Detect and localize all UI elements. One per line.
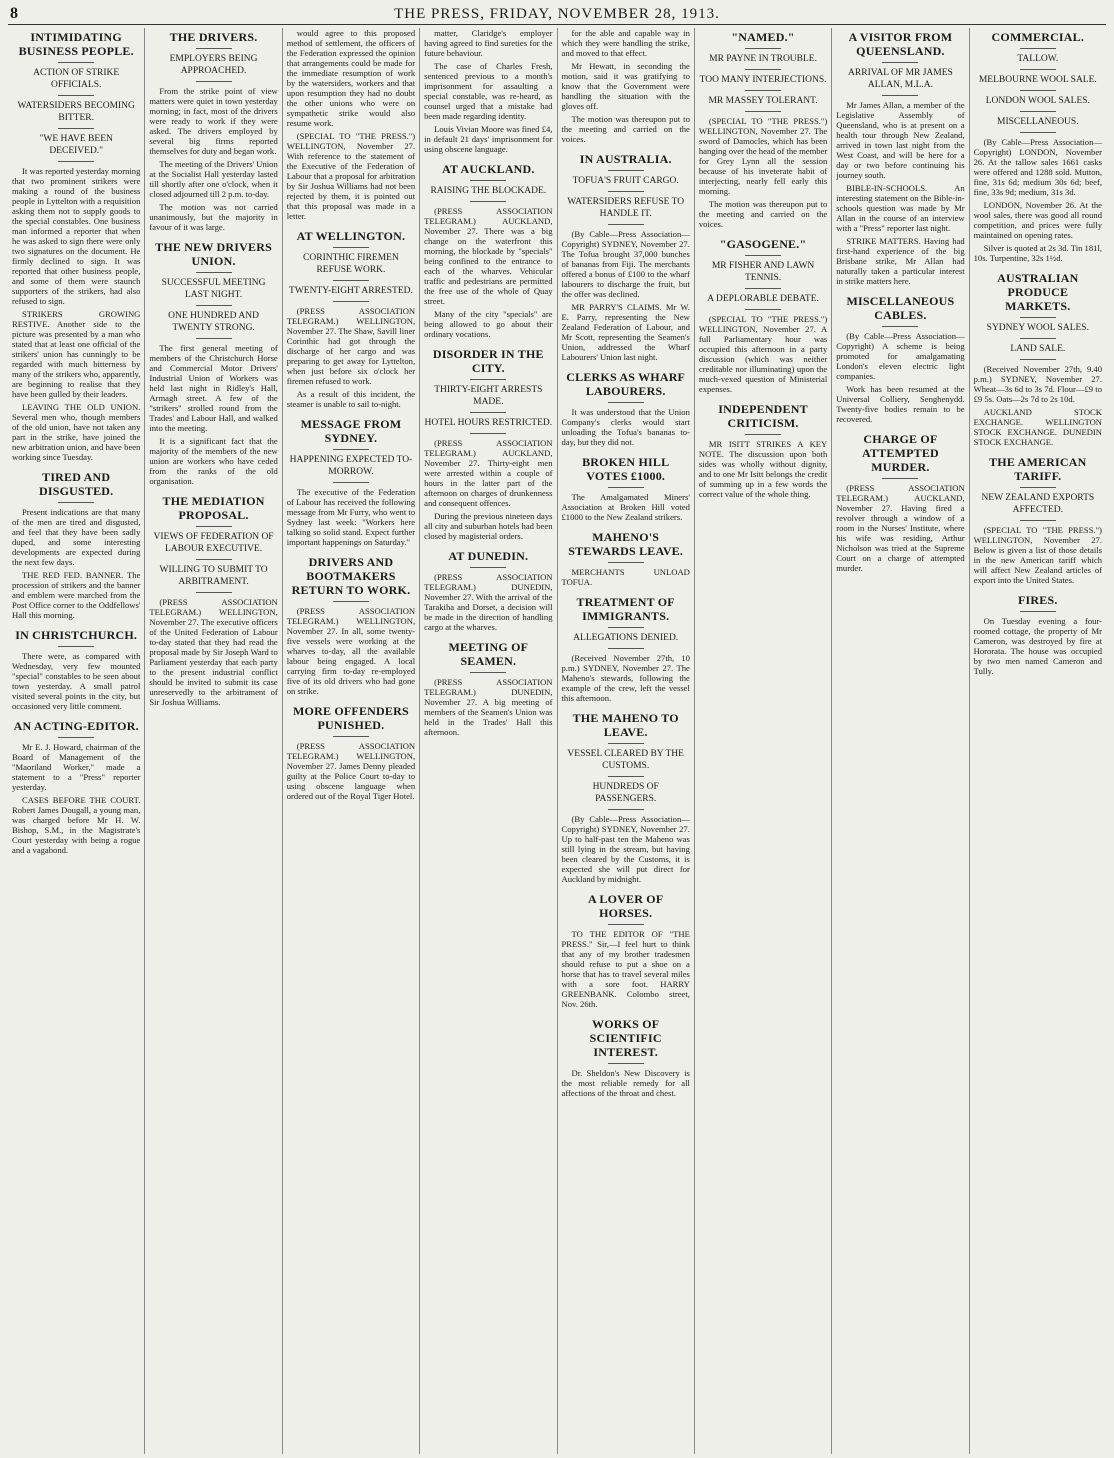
divider-rule	[196, 592, 232, 593]
article-paragraph: (By Cable—Press Association—Copyright) A scheme is being promoted for amalgamating London's eleven electric light companies.	[836, 331, 965, 381]
article-paragraph: The executive of the Federation of Labour has received the following message from Mr Furry, who went to Sydney last week: "Workers here talking so solid stand. Expect further important happenings on Saturday."	[286, 487, 416, 547]
article-subheading: TOO MANY INTERJECTIONS.	[699, 75, 827, 85]
column-2	[145, 28, 282, 1454]
article	[562, 370, 690, 447]
article-paragraph: On Tuesday evening a four-roomed cottage, the property of Mr Cameron, was destroyed by fire at Hororata. The house was occupied by two men named Cameron and Tully.	[973, 616, 1102, 676]
article-subheading: MISCELLANEOUS.	[997, 117, 1079, 127]
article-paragraph: (SPECIAL TO "THE PRESS.") WELLINGTON, November 27. Below is given a list of those details in the new American tariff which will affect New Zealand articles of export into the United States.	[973, 525, 1102, 585]
divider-rule	[58, 161, 94, 162]
article-heading: COMMERCIAL.	[991, 30, 1085, 44]
divider-rule	[1020, 132, 1056, 133]
divider-rule	[58, 646, 94, 647]
divider-rule	[196, 526, 232, 527]
divider-rule	[1020, 520, 1056, 521]
article	[974, 455, 1102, 585]
article-heading: "GASOGENE."	[719, 237, 807, 251]
article-subheading: HOTEL HOURS RESTRICTED.	[424, 418, 553, 428]
divider-rule	[745, 69, 781, 70]
article-paragraph: The motion was thereupon put to the meeting and carried on the voices.	[561, 114, 690, 144]
divider-rule	[333, 601, 369, 602]
article-paragraph: The case of Charles Fresh, sentenced previous to a month's imprisonment for assaulting a special constable, was re-heard, as counsel urged that a mistake had been made regarding identity.	[424, 61, 553, 121]
columns-container	[8, 28, 1106, 1454]
divider-rule	[196, 305, 232, 306]
article-subheading: SYDNEY WOOL SALES.	[986, 323, 1089, 333]
article-paragraph: (PRESS ASSOCIATION TELEGRAM.) WELLINGTON, November 27. The executive officers of the United Federation of Labour to-day stated that they had read the proposal made by Sir Joseph Ward to Parliament yesterday that each party to the present industrial conflict should be invited to submit its case unreservedly to the arbitrament of Sir Joshua Williams.	[149, 597, 278, 707]
divider-rule	[608, 562, 644, 563]
article-heading: THE AMERICAN TARIFF.	[989, 455, 1087, 483]
article-paragraph: LEAVING THE OLD UNION. Several men who, though members of the old union, have not taken any part in the strike, have joined the new arbitration union, and have been working since Tuesday.	[12, 402, 141, 462]
article	[12, 628, 140, 711]
article-heading: AT DUNEDIN.	[448, 549, 529, 563]
article-subheading: TOFUA'S FRUIT CARGO.	[572, 176, 679, 186]
article-heading: AUSTRALIAN PRODUCE MARKETS.	[997, 271, 1079, 313]
article-heading: THE DRIVERS.	[169, 30, 258, 44]
article-paragraph: TO THE EDITOR OF "THE PRESS." Sir,—I feel hurt to think that any of my brother tradesmen should refuse to put a shoe on a horse that has to travel several miles with a sore foot. HARRY GREENBANK. Colombo street, Nov. 26th.	[561, 929, 690, 1009]
article-heading: CLERKS AS WHARF LABOURERS.	[566, 370, 686, 398]
divider-rule	[608, 924, 644, 925]
article-subheading: MR MASSEY TOLERANT.	[708, 96, 818, 106]
divider-rule	[333, 280, 369, 281]
divider-rule	[333, 482, 369, 483]
article-paragraph: It is a significant fact that the majority of the members of the new union are workers who have ceded from the ranks of the old organisation.	[149, 436, 278, 486]
article-subheading: MELBOURNE WOOL SALE.	[978, 75, 1097, 85]
article-paragraph: MERCHANTS UNLOAD TOFUA.	[561, 567, 690, 587]
article	[699, 237, 827, 394]
article-paragraph: Present indications are that many of the men are tired and disgusted, and feel that they have been sadly duped, and some interesting developments are expected during the next few days.	[12, 507, 141, 567]
article-heading: AT AUCKLAND.	[441, 162, 535, 176]
article	[149, 494, 277, 707]
column-6	[695, 28, 832, 1454]
article-paragraph: Dr. Sheldon's New Discovery is the most reliable remedy for all affections of the throat and chest.	[561, 1068, 690, 1098]
article	[424, 347, 552, 541]
article-subheading: TALLOW.	[1017, 54, 1059, 64]
page-number: 8	[10, 5, 19, 22]
divider-rule	[333, 449, 369, 450]
article	[12, 470, 140, 620]
divider-rule	[333, 301, 369, 302]
article-heading: BROKEN HILL VOTES £1000.	[582, 455, 670, 483]
article	[287, 555, 415, 696]
article-subheading: VESSEL CLEARED BY THE CUSTOMS.	[567, 749, 684, 771]
article-heading: THE MEDIATION PROPOSAL.	[162, 494, 265, 522]
article-heading: THE MAHENO TO LEAVE.	[572, 711, 679, 739]
article	[562, 1017, 690, 1098]
divider-rule	[608, 627, 644, 628]
article-paragraph: STRIKE MATTERS. Having had first-hand experience of the big Brisbane strike, Mr Allan had naturally taken a particular interest in strike matters here.	[836, 236, 965, 286]
article	[699, 402, 827, 499]
article	[149, 30, 277, 232]
article-subheading: SUCCESSFUL MEETING LAST NIGHT.	[161, 278, 266, 300]
article-paragraph: AUCKLAND STOCK EXCHANGE. WELLINGTON STOCK EXCHANGE. DUNEDIN STOCK EXCHANGE.	[973, 407, 1102, 447]
article-paragraph: The motion was not carried unanimously, but the majority in favour of it was large.	[149, 202, 278, 232]
divider-rule	[745, 111, 781, 112]
article-paragraph: During the previous nineteen days all city and suburban hotels had been closed by magisterial orders.	[424, 511, 553, 541]
article-paragraph: Louis Vivian Moore was fined £4, in default 21 days' imprisonment for using obscene language.	[424, 124, 553, 154]
divider-rule	[1020, 48, 1056, 49]
article	[562, 152, 690, 362]
article-subheading: WILLING TO SUBMIT TO ARBITRAMENT.	[159, 565, 268, 587]
article	[424, 549, 552, 632]
divider-rule	[608, 743, 644, 744]
column-3	[283, 28, 420, 1454]
divider-rule	[745, 434, 781, 435]
divider-rule	[196, 272, 232, 273]
article-heading: WORKS OF SCIENTIFIC INTEREST.	[589, 1017, 662, 1059]
divider-rule	[196, 559, 232, 560]
divider-rule	[745, 90, 781, 91]
article-paragraph: (Received November 27th, 10 p.m.) SYDNEY, November 27. The Maheno's stewards, following the example of the crew, left the vessel this afternoon.	[561, 653, 690, 703]
article-subheading: LONDON WOOL SALES.	[985, 96, 1090, 106]
divider-rule	[470, 567, 506, 568]
article-heading: IN CHRISTCHURCH.	[15, 628, 138, 642]
divider-rule	[1020, 487, 1056, 488]
article	[287, 229, 415, 409]
article-heading: DISORDER IN THE CITY.	[432, 347, 544, 375]
article	[424, 640, 552, 737]
article-paragraph: Work has been resumed at the Universal Colliery, Senghenydd. Twenty-five bodies remain to be recovered.	[836, 384, 965, 424]
article-paragraph: MR PARRY'S CLAIMS. Mr W. E. Parry, representing the New Zealand Federation of Labour, and Mr Scott, representing the Seamen's Union, addressed the Wharf Labourers' Union last night.	[561, 302, 690, 362]
article-subheading: WATERSIDERS REFUSE TO HANDLE IT.	[567, 197, 685, 219]
divider-rule	[745, 48, 781, 49]
divider-rule	[608, 191, 644, 192]
article	[974, 593, 1102, 676]
article-subheading: HUNDREDS OF PASSENGERS.	[592, 782, 659, 804]
article	[836, 294, 964, 424]
divider-rule	[608, 809, 644, 810]
column-4	[420, 28, 557, 1454]
article-paragraph: The first general meeting of members of the Christchurch Horse and Commercial Motor Drivers' Industrial Union of Workers was held last night in Ridley's Hall, Armagh street. A few of the "strikers" strolled round from the Trades' and Labour Hall, and walked into the meeting.	[149, 343, 278, 433]
article-subheading: VIEWS OF FEDERATION OF LABOUR EXECUTIVE.	[153, 532, 274, 554]
divider-rule	[58, 62, 94, 63]
newspaper-date-header: THE PRESS, FRIDAY, NOVEMBER 28, 1913.	[394, 6, 720, 22]
article-subheading: ACTION OF STRIKE OFFICIALS.	[33, 68, 120, 90]
article	[424, 28, 552, 154]
divider-rule	[58, 128, 94, 129]
masthead	[8, 4, 1106, 25]
article-paragraph: THE RED FED. BANNER. The procession of strikers and the banner and emblem were marched from the Post Office corner to the Oddfellows' Hall this morning.	[12, 570, 141, 620]
divider-rule	[608, 224, 644, 225]
article-subheading: RAISING THE BLOCKADE.	[430, 186, 547, 196]
article-paragraph: It was reported yesterday morning that two prominent strikers were making a round of the business people in Lyttelton with a requisition asking them not to supply goods to the special constables. One business man informed a reporter that when he was asked to sign there were only two signatures on the document. He firmly declined to sign. It was reported that other business people, and some of them were staunch supporters of the strikers, had also refused to sign.	[12, 166, 141, 306]
article-paragraph: (PRESS ASSOCIATION TELEGRAM.) AUCKLAND, November 27. Having fired a revolver through a window of a room in the Nurses' Institute, where his wife was residing, Arthur Nicholson was tried at the Supreme Court on a charge of attempted murder.	[836, 483, 965, 573]
article-heading: INTIMIDATING BUSINESS PEOPLE.	[18, 30, 134, 58]
divider-rule	[196, 48, 232, 49]
article-paragraph: The motion was thereupon put to the meeting and carried on the voices.	[698, 199, 828, 229]
article-subheading: MR PAYNE IN TROUBLE.	[709, 54, 817, 64]
article	[562, 711, 690, 884]
article-heading: AN ACTING-EDITOR.	[13, 719, 139, 733]
article-paragraph: As a result of this incident, the steamer is unable to sail to-night.	[286, 389, 416, 409]
article-paragraph: The meeting of the Drivers' Union at the Socialist Hall yesterday lasted till shortly after one o'clock, when it closed adjourned till 2 p.m. to-day.	[149, 159, 278, 199]
article-paragraph: LONDON, November 26. At the wool sales, there was good all round competition, and prices were fully maintained on opening rates.	[973, 200, 1102, 240]
article-heading: MORE OFFENDERS PUNISHED.	[293, 704, 409, 732]
article	[424, 162, 552, 339]
divider-rule	[608, 1063, 644, 1064]
article-heading: A LOVER OF HORSES.	[588, 892, 664, 920]
article-paragraph: matter, Claridge's employer having agreed to find sureties for the future behaviour.	[424, 28, 553, 58]
article-heading: TIRED AND DISGUSTED.	[39, 470, 114, 498]
article-paragraph: (SPECIAL TO "THE PRESS.") WELLINGTON, November 27. A full Parliamentary hour was occupied this afternoon in a party discussion (which was neither creditable nor illuminating) upon the much-vexed question of Ministerial expenses.	[698, 314, 828, 394]
article	[287, 417, 415, 547]
article-paragraph: (By Cable—Press Association—Copyright) SYDNEY, November 27. Up to half-past ten the Maheno was still lying in the stream, but having been cleared by the Customs, it is expected she will put direct for Auckland by midnight.	[561, 814, 690, 884]
article-paragraph: would agree to this proposed method of settlement, the officers of the Federation expressed the opinion that arrangements could be made for the immediate resumption of work by the watersiders, workers and that upon resumption they had no doubt the other unions who were on sympathetic strike would also resume work.	[286, 28, 416, 128]
divider-rule	[882, 478, 918, 479]
article	[562, 530, 690, 587]
article-paragraph: The Amalgamated Miners' Association at Broken Hill voted £1000 to the New Zealand strikers.	[561, 492, 690, 522]
divider-rule	[882, 62, 918, 63]
article	[974, 271, 1102, 447]
column-8	[970, 28, 1106, 1454]
article-paragraph: STRIKERS GROWING RESTIVE. Another side to the picture was presented by a man who stated that at least one official of the strikers' union has cunningly to be regarded with much bitterness by many of the strikers who, apparently, are beginning to realise that they have been gulled by their leaders.	[12, 309, 141, 399]
article-heading: DRIVERS AND BOOTMAKERS RETURN TO WORK.	[291, 555, 411, 597]
article-subheading: HAPPENING EXPECTED TO-MORROW.	[289, 455, 413, 477]
article	[974, 30, 1102, 263]
divider-rule	[745, 309, 781, 310]
divider-rule	[196, 338, 232, 339]
column-7	[832, 28, 969, 1454]
article	[562, 595, 690, 703]
divider-rule	[608, 170, 644, 171]
article	[562, 892, 690, 1009]
divider-rule	[1020, 611, 1056, 612]
divider-rule	[608, 648, 644, 649]
article-paragraph: (SPECIAL TO "THE PRESS.") WELLINGTON, November 27. The sword of Damocles, which has been hanging over the head of the member for Grey Lynn all the session because of his inveterate habit of interjecting, nearly fell early this morning.	[698, 116, 828, 196]
article-paragraph: Mr E. J. Howard, chairman of the Board of Management of the "Maoriland Worker," made a statement to a "Press" reporter yesterday.	[12, 742, 141, 792]
article-subheading: "WE HAVE BEEN DECEIVED."	[39, 134, 113, 156]
article-heading: MAHENO'S STEWARDS LEAVE.	[568, 530, 684, 558]
divider-rule	[608, 776, 644, 777]
article-paragraph: (PRESS ASSOCIATION TELEGRAM.) DUNEDIN, November 27. A big meeting of members of the Seamen's Union was held in the Trades' Hall this afternoon.	[424, 677, 553, 737]
article-subheading: MR FISHER AND LAWN TENNIS.	[711, 261, 815, 283]
article-paragraph: (PRESS ASSOCIATION TELEGRAM.) DUNEDIN, November 27. With the arrival of the Tarakiha and Dorset, a decision will be made in the direction of handling cargo at the wharves.	[424, 572, 553, 632]
article-paragraph: Many of the city "specials" are being allowed to go about their ordinary vocations.	[424, 309, 553, 339]
article-paragraph: Silver is quoted at 2s 3d. Tin 181l, 10s. Turpentine, 32s 1½d.	[973, 243, 1102, 263]
article-subheading: TWENTY-EIGHT ARRESTED.	[289, 286, 413, 296]
article-paragraph: There were, as compared with Wednesday, very few mounted "special" constables to be seen about town yesterday. A small patrol visited several points in the city, but occasioned very little comment.	[12, 651, 141, 711]
article	[836, 432, 964, 573]
divider-rule	[1020, 317, 1056, 318]
divider-rule	[470, 433, 506, 434]
article-paragraph: Mr Hewatt, in seconding the motion, said it was gratifying to know that the Government were handling the situation with the gloves off.	[561, 61, 690, 111]
article-paragraph: (PRESS ASSOCIATION TELEGRAM.) WELLINGTON, November 27. In all, some twenty-five vessels were working at the wharves to-day, all the available labour being engaged. A local carrying firm to-day re-employed five of its old drivers who had gone on strike.	[286, 606, 416, 696]
divider-rule	[1020, 359, 1056, 360]
article-paragraph: (PRESS ASSOCIATION TELEGRAM.) AUCKLAND, November 27. There was a big change on the waterfront this morning, the blockade by "specials" being confined to the entrance to each of the wharves. Vehicular traffic and pedestrians are permitted the free use of the whole of Quay street.	[424, 206, 553, 306]
divider-rule	[58, 737, 94, 738]
article-subheading: ARRIVAL OF MR JAMES ALLAN, M.L.A.	[848, 68, 953, 90]
column-1	[8, 28, 145, 1454]
divider-rule	[1020, 338, 1056, 339]
article	[836, 30, 964, 286]
article-paragraph: MR ISITT STRIKES A KEY NOTE. The discussion upon both sides was wholly without dignity, and to one Mr Isitt belongs the credit of summing up in a few words the correct value of the whole thing.	[698, 439, 828, 499]
article-heading: TREATMENT OF IMMIGRANTS.	[576, 595, 675, 623]
divider-rule	[882, 95, 918, 96]
divider-rule	[470, 201, 506, 202]
article-paragraph: Mr James Allan, a member of the Legislative Assembly of Queensland, who is at present on a health tour through New Zealand, arrived in town last night from the West Coast, and will be here for a day or two before continuing his journey south.	[836, 100, 965, 180]
article-subheading: CORINTHIC FIREMEN REFUSE WORK.	[303, 253, 399, 275]
article-paragraph: (PRESS ASSOCIATION TELEGRAM.) WELLINGTON, November 27. The Shaw, Savill liner Corinthic had got through the discharge of her cargo and was preparing to get away for Lyttelton, when just before six o'clock her firemen refused to work.	[286, 306, 416, 386]
divider-rule	[470, 379, 506, 380]
article-heading: CHARGE OF ATTEMPTED MURDER.	[861, 432, 939, 474]
article-heading: MESSAGE FROM SYDNEY.	[300, 417, 402, 445]
article	[12, 719, 140, 855]
article	[287, 28, 415, 221]
article-paragraph: (SPECIAL TO "THE PRESS.") WELLINGTON, November 27. With reference to the statement of the Executive of the Federation of Labour that a proposal for arbitration by Sir Joshua Williams had not been rejected by them, it is pointed out that this proposal was made in a letter.	[286, 131, 416, 221]
article-heading: A VISITOR FROM QUEENSLAND.	[848, 30, 953, 58]
article-paragraph: From the strike point of view matters were quiet in town yesterday morning; in fact, most of the drivers were ready to work if they were asked. The drivers employed by several big firms reported themselves for duty and began work.	[149, 86, 278, 156]
divider-rule	[745, 255, 781, 256]
article-heading: MISCELLANEOUS CABLES.	[846, 294, 955, 322]
article-paragraph: BIBLE-IN-SCHOOLS. An interesting statement on the Bible-in-schools question was made by Mr Allan in the course of an interview with a "Press" reporter last night.	[836, 183, 965, 233]
article-paragraph: (Received November 27th, 9.40 p.m.) SYDNEY, November 27. Wheat—3s 6d to 3s 7d. Flour—£9 to £9 5s. Oats—2s 7d to 2s 10d.	[973, 364, 1102, 404]
article-heading: AT WELLINGTON.	[296, 229, 406, 243]
article-paragraph: (PRESS ASSOCIATION TELEGRAM.) WELLINGTON, November 27. James Denny pleaded guilty at the Police Court to-day to using obscene language when ordered out of the Royal Tiger Hotel.	[286, 741, 416, 801]
article-subheading: LAND SALE.	[1010, 344, 1066, 354]
article-subheading: WATERSIDERS BECOMING BITTER.	[17, 101, 135, 123]
article-paragraph: CASES BEFORE THE COURT. Robert James Dougall, a young man, was charged before Mr H. W. Bishop, S.M., in the Magistrate's Court yesterday with being a rogue and a vagabond.	[12, 795, 141, 855]
divider-rule	[58, 95, 94, 96]
article-heading: FIRES.	[1018, 593, 1058, 607]
article-subheading: THIRTY-EIGHT ARRESTS MADE.	[434, 385, 543, 407]
article	[562, 455, 690, 522]
divider-rule	[882, 326, 918, 327]
divider-rule	[470, 180, 506, 181]
article-heading: IN AUSTRALIA.	[579, 152, 672, 166]
divider-rule	[470, 672, 506, 673]
article-subheading: EMPLOYERS BEING APPROACHED.	[169, 54, 258, 76]
article	[699, 30, 827, 229]
article	[562, 28, 690, 144]
divider-rule	[470, 412, 506, 413]
divider-rule	[1020, 90, 1056, 91]
divider-rule	[1020, 111, 1056, 112]
article-heading: THE NEW DRIVERS UNION.	[155, 240, 272, 268]
divider-rule	[333, 247, 369, 248]
divider-rule	[196, 81, 232, 82]
article-paragraph: It was understood that the Union Company's clerks would start unloading the Tofua's bananas to-day, but they did not.	[561, 407, 690, 447]
divider-rule	[1020, 69, 1056, 70]
divider-rule	[58, 502, 94, 503]
divider-rule	[333, 736, 369, 737]
article-paragraph: (By Cable—Press Association—Copyright) SYDNEY, November 27. The Tofua brought 37,000 bunches of bananas from Fiji. The merchants offered a bonus of £100 to the wharf labourers to discharge the fruit, but the offer was declined.	[561, 229, 690, 299]
article-subheading: ONE HUNDRED AND TWENTY STRONG.	[168, 311, 259, 333]
article-paragraph: (PRESS ASSOCIATION TELEGRAM.) AUCKLAND, November 27. Thirty-eight men were arrested within a couple of hours in the latter part of the afternoon on charges of drunkenness and consequent offences.	[424, 438, 553, 508]
divider-rule	[608, 487, 644, 488]
article-heading: INDEPENDENT CRITICISM.	[718, 402, 808, 430]
article-heading: "NAMED."	[731, 30, 795, 44]
article-subheading: NEW ZEALAND EXPORTS AFFECTED.	[981, 493, 1095, 515]
divider-rule	[745, 288, 781, 289]
article-paragraph: (By Cable—Press Association—Copyright) LONDON, November 26. At the tallow sales 1661 casks were offered and 1288 sold. Mutton, fine, 31s 6d; medium 30s 6d; beef, fine, 33s 9d; medium, 31s 3d.	[973, 137, 1102, 197]
column-5	[558, 28, 695, 1454]
article	[149, 240, 277, 486]
article	[12, 30, 140, 462]
article	[287, 704, 415, 801]
article-subheading: A DEPLORABLE DEBATE.	[707, 294, 819, 304]
divider-rule	[608, 402, 644, 403]
article-subheading: ALLEGATIONS DENIED.	[573, 633, 679, 643]
article-heading: MEETING OF SEAMEN.	[448, 640, 529, 668]
article-paragraph: for the able and capable way in which they were handling the strike, and moved to that effect.	[561, 28, 690, 58]
